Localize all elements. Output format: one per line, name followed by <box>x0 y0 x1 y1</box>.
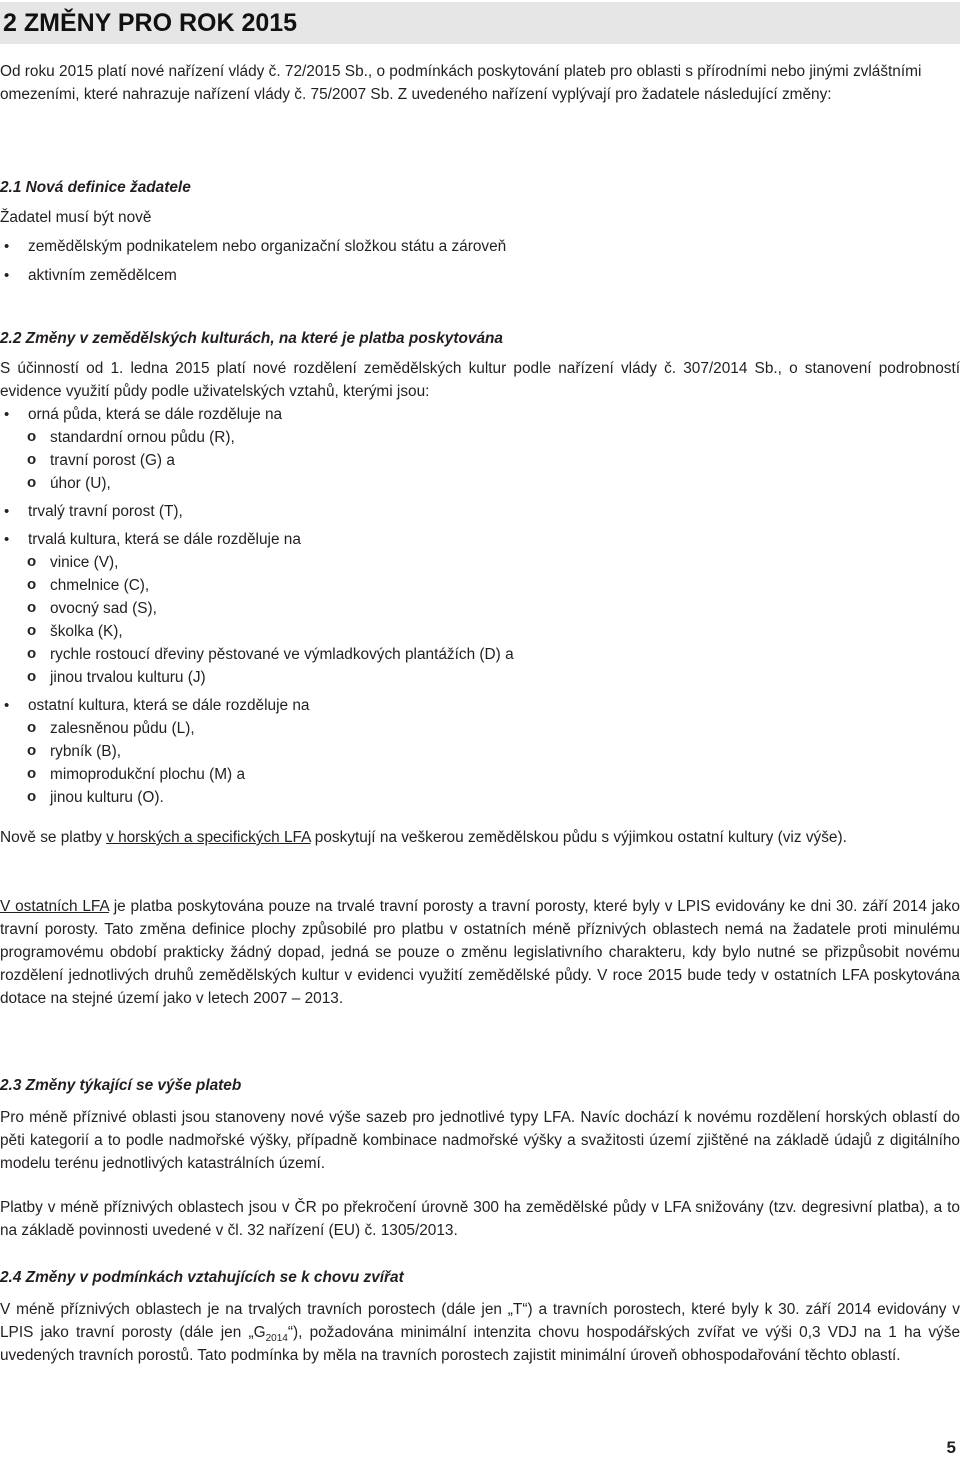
sublist-item: o jinou trvalou kulturu (J) <box>0 666 960 689</box>
paragraph <box>0 895 960 1010</box>
sublist-item: o úhor (U), <box>0 472 960 495</box>
culture-label: orná půda, která se dále rozděluje na <box>28 406 283 423</box>
sublist-item: o rybník (B), <box>0 740 960 763</box>
subscript: 2014 <box>265 1333 288 1345</box>
sublist-item: o standardní ornou půdu (R), <box>0 426 960 449</box>
intro-paragraph: Od roku 2015 platí nové nařízení vlády č. 72/2015 Sb., o podmínkách poskytování plateb pro oblasti s přírodními nebo jinými zvláštními omezeními, které nahrazuje nařízení vlády č. 75/2007 Sb. Z uvedeného nařízení vyplývají pro žadatele následující změny: <box>0 63 922 103</box>
paragraph: Pro méně příznivé oblasti jsou stanoveny nové výše sazeb pro jednotlivé typy LFA. Navíc dochází k novému rozdělení horských oblastí do pěti kategorií a to podle nadmořské výšky, případně kombinace nadmořské výšky a svažitosti území zjištěné na základě údajů z digitálního modelu terénu jednotlivých katastrálních území. <box>0 1109 960 1172</box>
culture-label: trvalý travní porost (T), <box>28 503 183 520</box>
paragraph: Platby v méně příznivých oblastech jsou v ČR po překročení úrovně 300 ha zemědělské půdy v LFA snižovány (tzv. degresivní platba), a to na základě povinnosti uvedené v čl. 32 nařízení (EU) č. 1305/2013. <box>0 1199 960 1239</box>
culture-label: ostatní kultura, která se dále rozděluje na <box>28 697 310 714</box>
intro-block <box>0 60 960 106</box>
sublist-item: o jinou kulturu (O). <box>0 786 960 809</box>
heading-2-3: 2.3 Změny týkající se výše plateb <box>0 1077 242 1094</box>
section-2-3 <box>0 1074 960 1242</box>
sublist-item: o školka (K), <box>0 620 960 643</box>
heading-2-1: 2.1 Nová definice žadatele <box>0 179 191 196</box>
section-2-1 <box>0 176 960 287</box>
sublist-item: o ovocný sad (S), <box>0 597 960 620</box>
text-span: “), požadována minimální intenzita chovu hospodářských zvířat ve výši 0,3 VDJ na 1 ha výše uvedených travních porostů. Tato podmínka by měla na travních porostech zajistit minimální úroveň obhospodařování těchto oblastí. <box>0 1324 960 1364</box>
section-2-2 <box>0 327 960 809</box>
lead-2-1: Žadatel musí být nově <box>0 209 152 226</box>
paragraph <box>0 1298 960 1367</box>
culture-list <box>0 403 960 809</box>
text-span: Nově se platby <box>0 829 107 846</box>
lead-2-2: S účinností od 1. ledna 2015 platí nové rozdělení zemědělských kultur podle nařízení vlády č. 307/2014 Sb., o stanovení podrobností evidence využití půdy podle uživatelských vztahů, kterými jsou: <box>0 360 960 400</box>
sublist <box>0 717 960 809</box>
sublist <box>0 426 960 495</box>
applicant-list <box>0 235 960 287</box>
underlined-term: v horských a specifických LFA <box>106 829 311 846</box>
list-item <box>0 528 960 689</box>
sublist-item: o chmelnice (C), <box>0 574 960 597</box>
section-title: 2 ZMĚNY PRO ROK 2015 <box>0 2 960 44</box>
ostatni-lfa-block <box>0 895 960 1010</box>
page-number: 5 <box>946 1438 956 1457</box>
sublist-item: o rychle rostoucí dřeviny pěstované ve výmladkových plantážích (D) a <box>0 643 960 666</box>
list-item <box>0 403 960 495</box>
paragraph <box>0 826 960 849</box>
list-item <box>0 694 960 809</box>
text-span: V méně příznivých oblastech je na trvalých travních porostech (dále jen „T“) a travních porostech, které byly k 30. září 2014 evidovány v LPIS jako travní porosty (dále jen „G <box>0 1301 960 1341</box>
heading-2-4: 2.4 Změny v podmínkách vztahujících se k chovu zvířat <box>0 1269 404 1286</box>
text-span: je platba poskytována pouze na trvalé travní porosty a travní porosty, které byly v LPIS evidovány ke dni 30. září 2014 jako travní porosty. Tato změna definice plochy způsobilé pro platbu v ostatních méně příznivých oblastech nemá na žadatele proti minulému programovému období prakticky žádný dopad, jedná se pouze o změnu legislativního charakteru, kdy bylo nutné se přizpůsobit novému rozdělení jednotlivých druhů zemědělských kultur v evidenci využití zemědělské půdy. V roce 2015 bude tedy v ostatních LFA poskytována dotace na stejné území jako v letech 2007 – 2013. <box>0 898 960 1007</box>
sublist-item: o vinice (V), <box>0 551 960 574</box>
sublist-item: o zalesněnou půdu (L), <box>0 717 960 740</box>
sublist <box>0 551 960 689</box>
heading-2-2: 2.2 Změny v zemědělských kulturách, na které je platba poskytována <box>0 330 503 347</box>
underlined-term: V ostatních LFA <box>0 898 109 915</box>
culture-label: trvalá kultura, která se dále rozděluje na <box>28 531 301 548</box>
section-2-4 <box>0 1266 960 1367</box>
sublist-item: o travní porost (G) a <box>0 449 960 472</box>
sublist-item: o mimoprodukční plochu (M) a <box>0 763 960 786</box>
list-item: • zemědělským podnikatelem nebo organizační složkou státu a zároveň <box>0 235 960 258</box>
text-span: poskytují na veškerou zemědělskou půdu s výjimkou ostatní kultury (viz výše). <box>310 829 847 846</box>
horske-lfa-block <box>0 826 960 849</box>
list-item: • aktivním zemědělcem <box>0 264 960 287</box>
list-item <box>0 500 960 523</box>
